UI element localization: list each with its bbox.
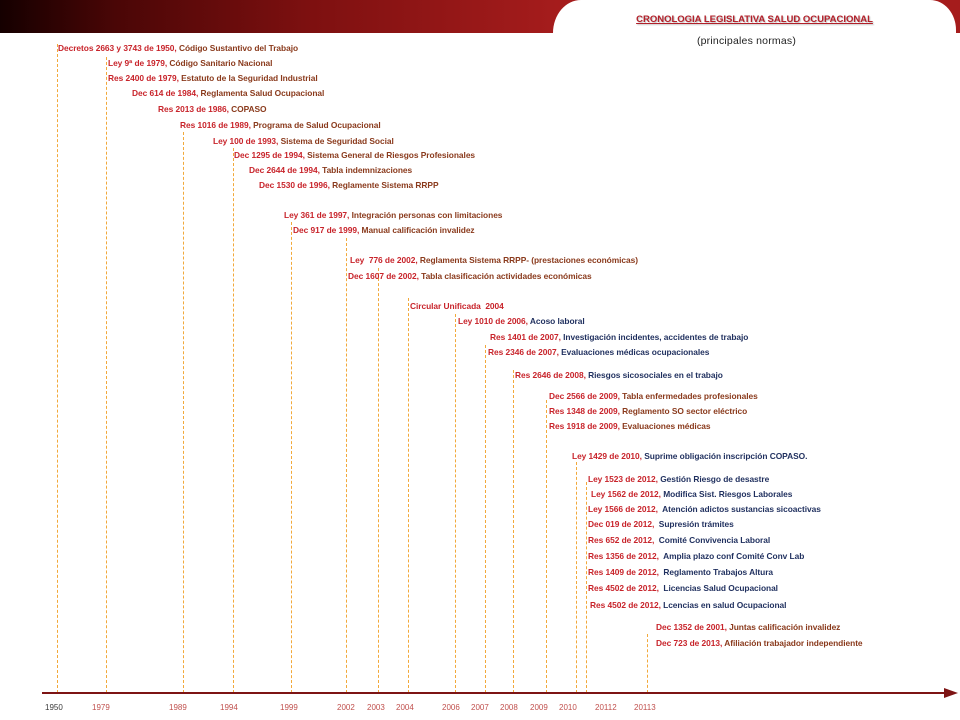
norm-entry (588, 535, 770, 546)
timeline-guide-line (408, 298, 409, 693)
norm-description: Supresión trámites (654, 519, 734, 529)
norm-entry (458, 316, 585, 327)
timeline-year: 2008 (500, 703, 518, 712)
norm-entry (234, 150, 475, 161)
norm-entry (108, 58, 272, 69)
timeline-year: 1989 (169, 703, 187, 712)
norm-reference: Res 1356 de 2012, (588, 551, 659, 561)
norm-description: Sistema General de Riesgos Profesionales (304, 150, 476, 160)
norm-entry (249, 165, 412, 176)
norm-entry (588, 551, 804, 562)
norm-reference: Ley 1566 de 2012, (588, 504, 658, 514)
norm-reference: Res 2400 de 1979, (108, 73, 179, 83)
norm-description: Reglamento SO sector eléctrico (619, 406, 748, 416)
norm-description: Tabla indemnizaciones (319, 165, 413, 175)
slide-subtitle: (principales normas) (696, 35, 797, 47)
norm-description: Modifica Sist. Riesgos Laborales (660, 489, 793, 499)
timeline-guide-line (586, 482, 587, 693)
norm-reference: Res 4502 de 2012, (590, 600, 661, 610)
norm-reference: Dec 917 de 1999, (293, 225, 360, 235)
norm-reference: Ley 1562 de 2012, (591, 489, 661, 499)
norm-reference: Res 2013 de 1986, (158, 104, 229, 114)
norm-entry (410, 301, 504, 312)
norm-description: Atención adictos sustancias sicoactivas (657, 504, 821, 514)
norm-reference: Dec 2644 de 1994, (249, 165, 320, 175)
timeline-year: 2010 (559, 703, 577, 712)
norm-entry (515, 370, 723, 381)
norm-description: Reglamento Trabajos Altura (658, 567, 774, 577)
norm-entry (588, 519, 734, 530)
norm-description: Sistema de Seguridad Social (278, 136, 394, 146)
norm-entry (488, 347, 709, 358)
timeline-guide-line (546, 400, 547, 693)
norm-reference: Res 1409 de 2012, (588, 567, 659, 577)
norm-description: Reglamenta Salud Ocupacional (198, 88, 325, 98)
norm-reference: Ley 1429 de 2010, (572, 451, 642, 461)
norm-reference: Ley 100 de 1993, (213, 136, 279, 146)
norm-entry (549, 421, 711, 432)
norm-description: Reglamenta Sistema RRPP- (prestaciones económicas) (417, 255, 638, 265)
norm-description: Lcencias en salud Ocupacional (660, 600, 787, 610)
norm-entry (284, 210, 502, 221)
norm-entry (549, 391, 758, 402)
norm-description: Suprime obligación inscripción COPASO. (641, 451, 808, 461)
norm-description: Manual calificación invalidez (359, 225, 475, 235)
norm-reference: Res 4502 de 2012, (588, 583, 659, 593)
norm-reference: Dec 614 de 1984, (132, 88, 199, 98)
timeline-guide-line (346, 238, 347, 693)
norm-entry (656, 622, 840, 633)
norm-entry (132, 88, 324, 99)
norm-description: Investigación incidentes, accidentes de trabajo (560, 332, 749, 342)
norm-entry (588, 583, 778, 594)
norm-reference: Res 1401 de 2007, (490, 332, 561, 342)
norm-entry (348, 271, 592, 282)
timeline-year: 2002 (337, 703, 355, 712)
norm-description: Código Sustantivo del Trabajo (176, 43, 299, 53)
norm-description: Comité Convivencia Laboral (654, 535, 771, 545)
norm-description: Riesgos sicosociales en el trabajo (585, 370, 723, 380)
timeline-guide-line (291, 222, 292, 693)
norm-description: Tabla enfermedades profesionales (619, 391, 758, 401)
norm-entry (588, 567, 773, 578)
norm-entry (180, 120, 381, 131)
norm-reference: Res 1016 de 1989, (180, 120, 251, 130)
timeline-year: 2009 (530, 703, 548, 712)
norm-description: Tabla clasificación actividades económicas (418, 271, 592, 281)
norm-description: Evaluaciones médicas (619, 421, 711, 431)
timeline-guide-line (485, 345, 486, 693)
norm-reference: Dec 1295 de 1994, (234, 150, 305, 160)
norm-reference: Dec 1530 de 1996, (259, 180, 330, 190)
slide-title: CRONOLOGIA LEGISLATIVA SALUD OCUPACIONAL (636, 14, 873, 25)
norm-entry (549, 406, 747, 417)
norm-entry (58, 43, 298, 54)
timeline-year: 1979 (92, 703, 110, 712)
timeline-guide-line (106, 57, 107, 693)
norm-reference: Res 2346 de 2007, (488, 347, 559, 357)
norm-reference: Ley 1523 de 2012, (588, 474, 658, 484)
norm-description: Acoso laboral (527, 316, 585, 326)
norm-entry (588, 474, 769, 485)
norm-entry (590, 600, 786, 611)
norm-reference: Res 1918 de 2009, (549, 421, 620, 431)
norm-description: COPASO (228, 104, 267, 114)
norm-entry (259, 180, 439, 191)
timeline-year: 2003 (367, 703, 385, 712)
timeline-year: 1950 (45, 703, 63, 712)
norm-reference: Circular Unificada 2004 (410, 301, 504, 311)
timeline-axis (0, 684, 960, 704)
timeline-year: 2004 (396, 703, 414, 712)
timeline-year: 20112 (595, 703, 617, 712)
timeline-guide-line (57, 44, 58, 693)
timeline-year: 2007 (471, 703, 489, 712)
norm-reference: Ley 361 de 1997, (284, 210, 350, 220)
norm-reference: Dec 1607 de 2002, (348, 271, 419, 281)
norm-description: Estatuto de la Seguridad Industrial (178, 73, 318, 83)
norm-reference: Dec 723 de 2013, (656, 638, 723, 648)
norm-entry (350, 255, 638, 266)
norm-entry (490, 332, 748, 343)
timeline-year: 1999 (280, 703, 298, 712)
timeline-guide-line (183, 132, 184, 693)
timeline-guide-line (576, 462, 577, 693)
norm-description: Programa de Salud Ocupacional (250, 120, 381, 130)
norm-description: Código Sanitario Nacional (167, 58, 273, 68)
norm-entry (158, 104, 267, 115)
norm-description: Integración personas con limitaciones (349, 210, 503, 220)
norm-description: Evaluaciones médicas ocupacionales (558, 347, 710, 357)
norm-reference: Dec 1352 de 2001, (656, 622, 727, 632)
timeline-year: 2006 (442, 703, 460, 712)
timeline-guide-line (378, 268, 379, 693)
norm-entry (293, 225, 475, 236)
norm-reference: Ley 776 de 2002, (350, 255, 418, 265)
norm-entry (572, 451, 807, 462)
timeline-guide-line (233, 148, 234, 693)
norm-entry (213, 136, 394, 147)
norm-entry (588, 504, 821, 515)
arrowhead-icon (944, 688, 958, 698)
norm-description: Juntas calificación invalidez (726, 622, 841, 632)
norm-reference: Ley 1010 de 2006, (458, 316, 528, 326)
norm-description: Afiliación trabajador independiente (722, 638, 863, 648)
norm-description: Licencias Salud Ocupacional (658, 583, 778, 593)
norm-entry (591, 489, 792, 500)
norm-reference: Res 1348 de 2009, (549, 406, 620, 416)
norm-description: Gestión Riesgo de desastre (657, 474, 770, 484)
norm-reference: Dec 2566 de 2009, (549, 391, 620, 401)
title-tab (553, 0, 956, 70)
norm-description: Amplia plazo conf Comité Conv Lab (658, 551, 805, 561)
norm-entry (656, 638, 863, 649)
norm-description: Reglamente Sistema RRPP (329, 180, 439, 190)
timeline-year: 1994 (220, 703, 238, 712)
norm-reference: Res 652 de 2012, (588, 535, 655, 545)
timeline-year: 20113 (634, 703, 656, 712)
timeline-guide-line (513, 370, 514, 693)
norm-reference: Ley 9ª de 1979, (108, 58, 168, 68)
norm-entry (108, 73, 318, 84)
norm-reference: Decretos 2663 y 3743 de 1950, (58, 43, 177, 53)
norm-reference: Res 2646 de 2008, (515, 370, 586, 380)
norm-reference: Dec 019 de 2012, (588, 519, 655, 529)
timeline-guide-line (455, 314, 456, 693)
